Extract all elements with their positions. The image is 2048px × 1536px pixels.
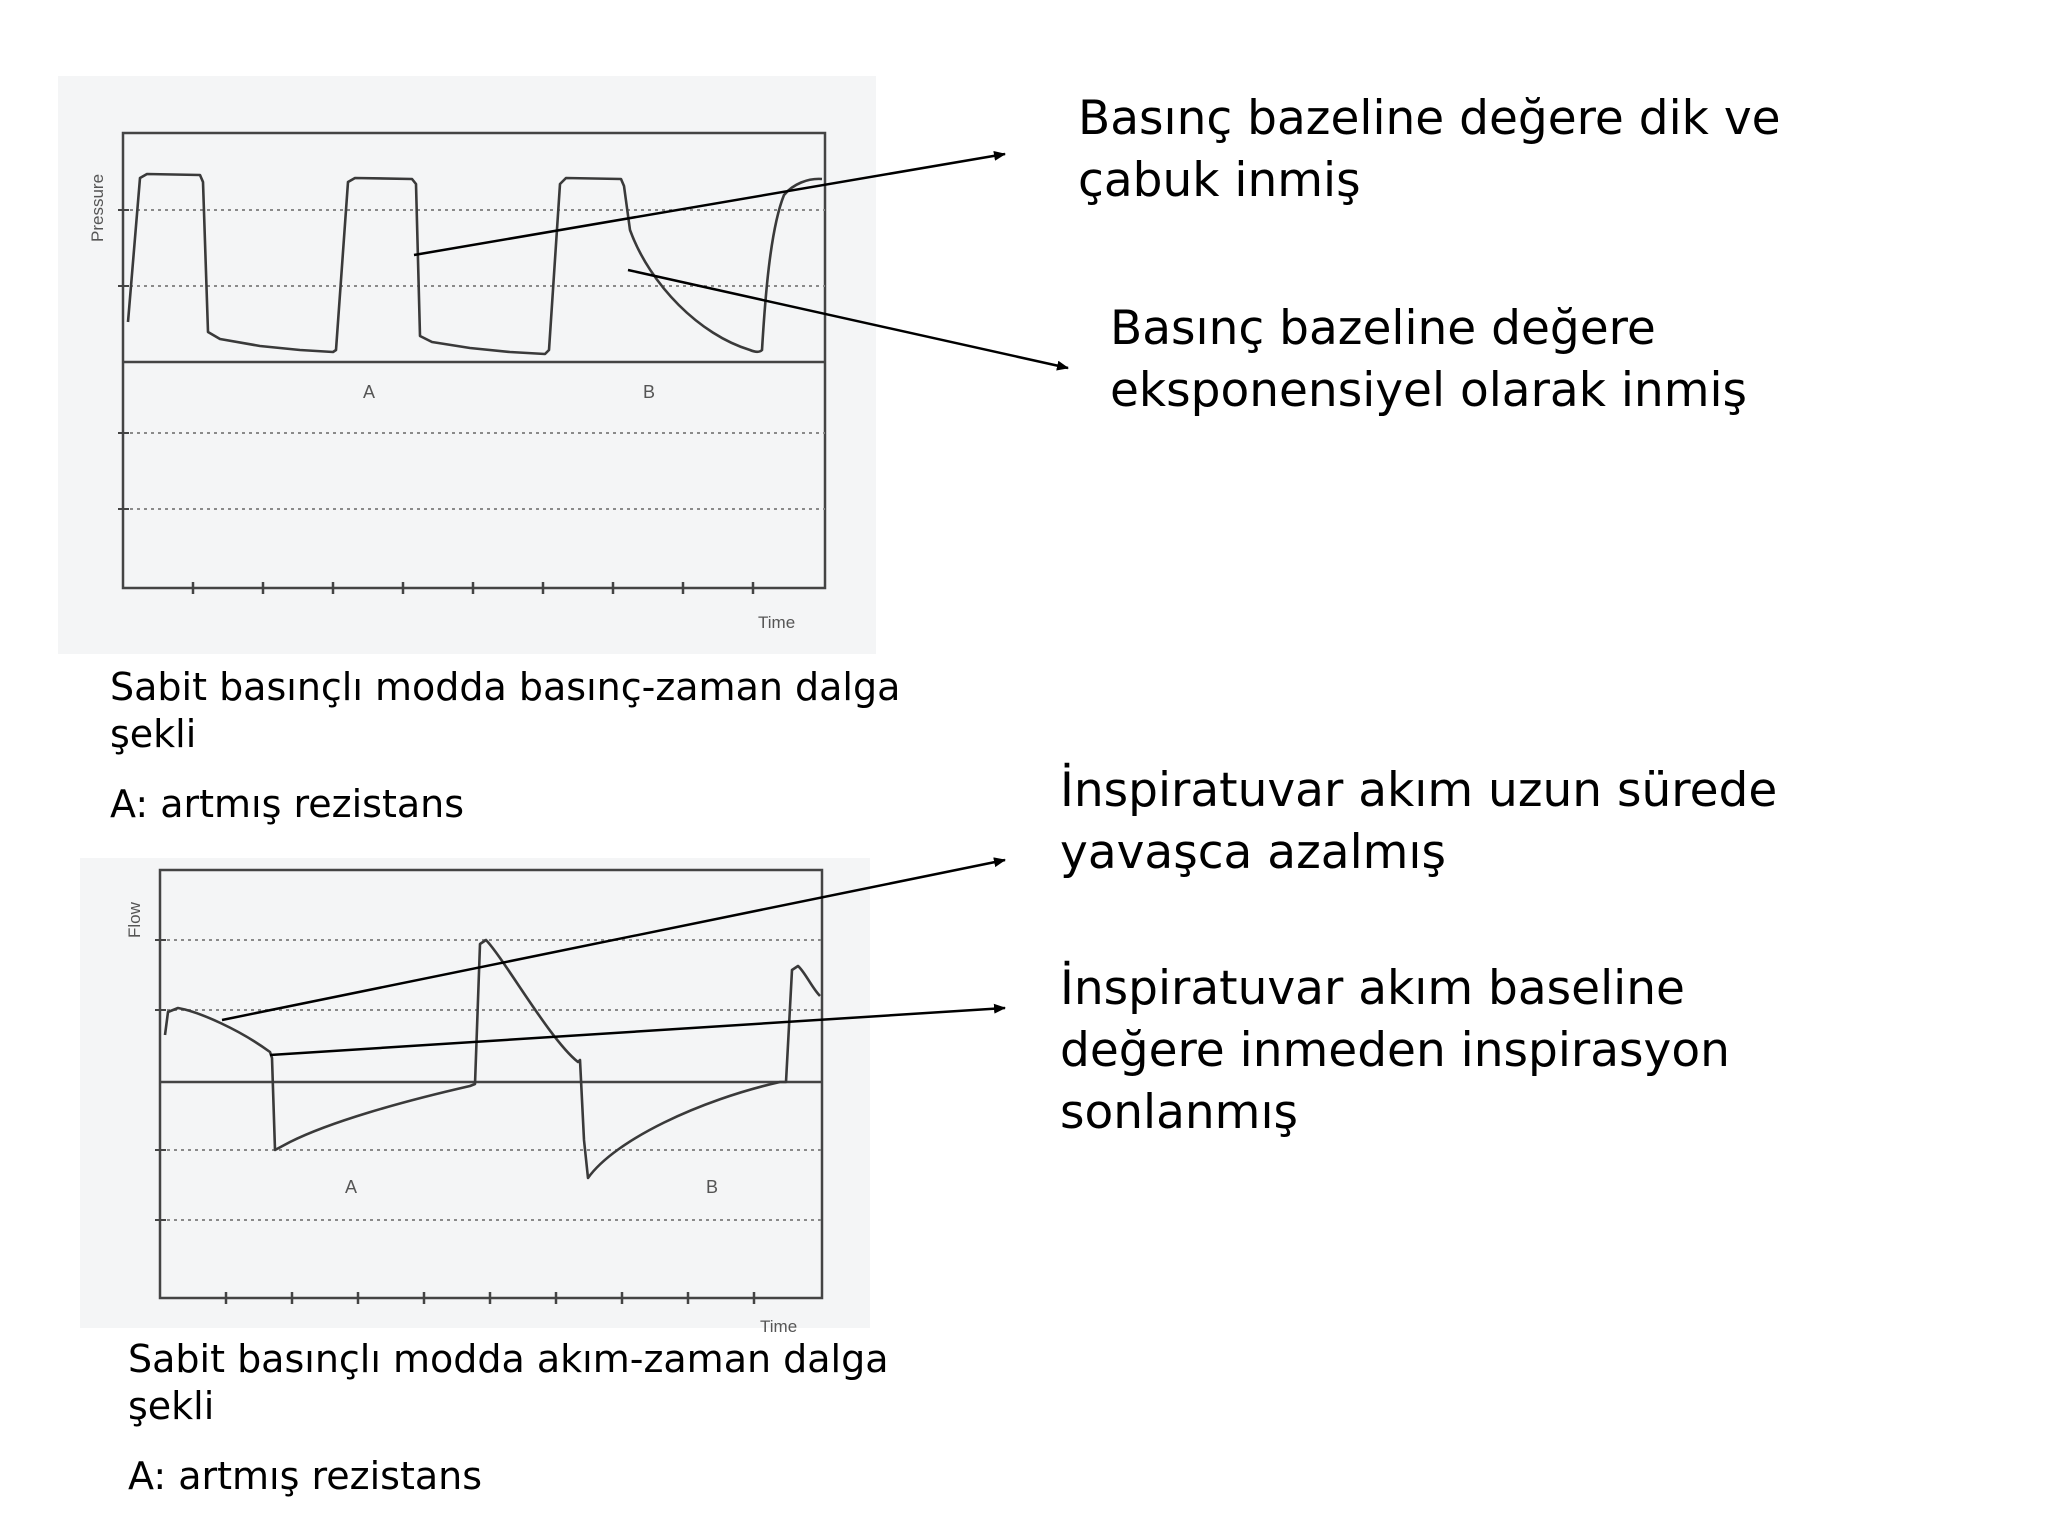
flow-chart-frame — [160, 870, 822, 1298]
arrow-flow-early — [270, 1008, 1005, 1055]
flow-grid — [160, 940, 822, 1220]
pressure-caption-note: A: artmış rezistans — [110, 782, 465, 826]
flow-caption-line2: şekli — [128, 1384, 215, 1428]
pressure-caption-line2: şekli — [110, 712, 197, 756]
arrow-flow-slow — [222, 860, 1005, 1020]
pressure-grid — [123, 210, 825, 509]
flow-marker-a: A — [345, 1177, 358, 1197]
annotation-flow-slow-line1: İnspiratuvar akım uzun sürede — [1060, 763, 1778, 818]
annotation-flow-slow-line2: yavaşca azalmış — [1060, 825, 1446, 880]
pressure-marker-b: B — [643, 382, 656, 402]
annotation-pressure-fast-line2: çabuk inmiş — [1078, 153, 1361, 208]
pressure-caption-line1: Sabit basınçlı modda basınç-zaman dalga — [110, 665, 901, 709]
pressure-marker-a: A — [363, 382, 376, 402]
annotation-pressure-exp-line2: eksponensiyel olarak inmiş — [1110, 363, 1748, 418]
flow-marker-b: B — [706, 1177, 719, 1197]
pressure-x-label: Time — [758, 613, 796, 632]
annotation-flow-early-line2: değere inmeden inspirasyon — [1060, 1023, 1730, 1078]
flow-chart — [125, 870, 822, 1336]
flow-x-label: Time — [760, 1317, 798, 1336]
flow-caption-note: A: artmış rezistans — [128, 1454, 483, 1498]
annotation-flow-early-line3: sonlanmış — [1060, 1085, 1299, 1140]
flow-y-label: Flow — [125, 902, 144, 938]
annotation-pressure-exp-line1: Basınç bazeline değere — [1110, 301, 1656, 356]
annotation-arrows — [222, 154, 1068, 1055]
annotation-flow-early-line1: İnspiratuvar akım baseline — [1060, 961, 1685, 1016]
arrow-pressure-fast — [414, 154, 1005, 255]
flow-waveform — [165, 940, 820, 1178]
pressure-y-label: Pressure — [88, 173, 107, 242]
pressure-chart — [88, 133, 825, 632]
flow-caption-line1: Sabit basınçlı modda akım-zaman dalga — [128, 1337, 889, 1381]
pressure-chart-frame — [123, 133, 825, 588]
annotation-pressure-fast-line1: Basınç bazeline değere dik ve — [1078, 91, 1781, 146]
pressure-waveform — [128, 174, 822, 354]
